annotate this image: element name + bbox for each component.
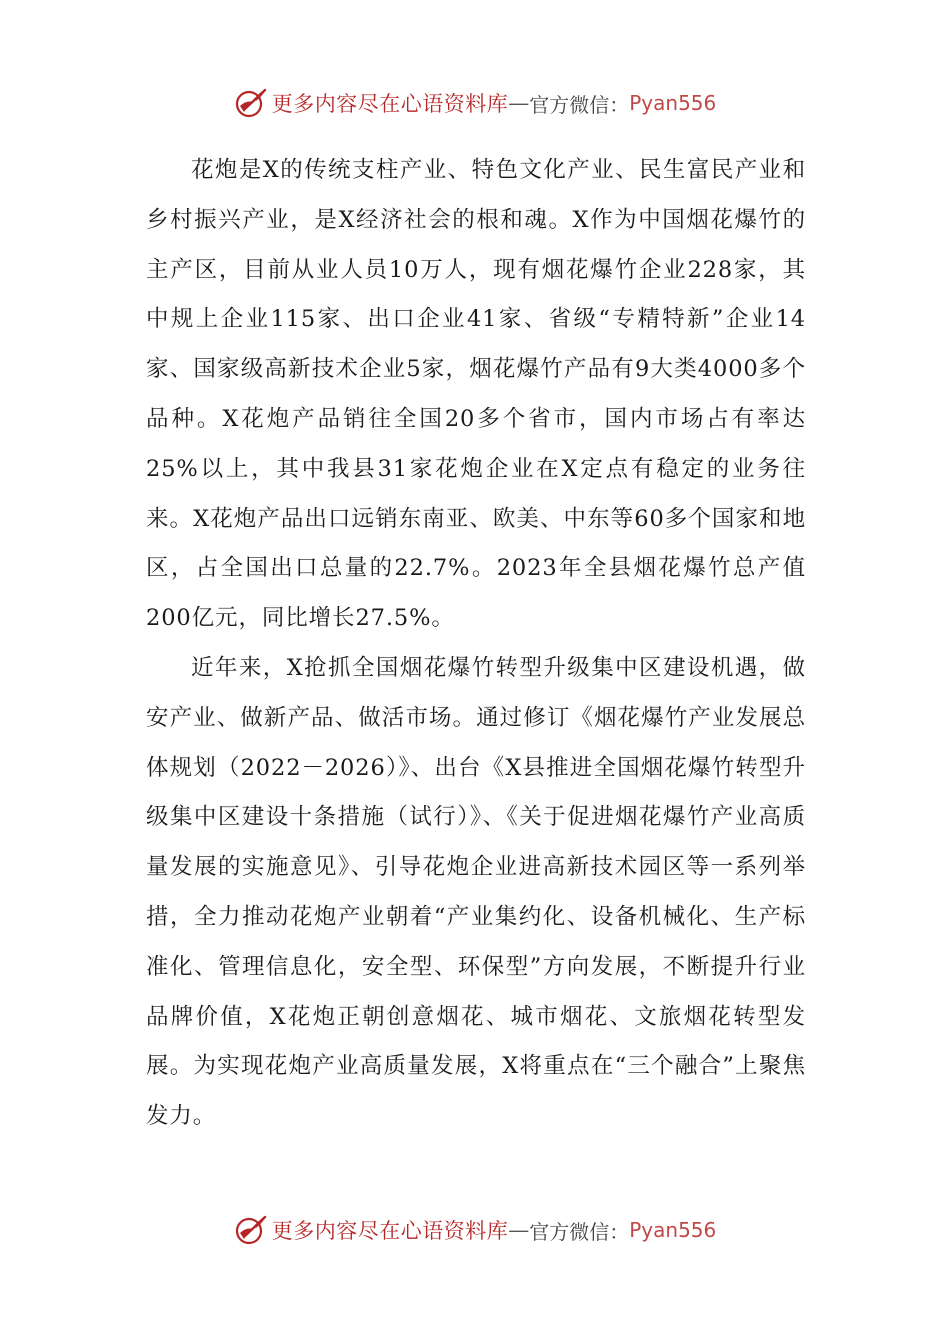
footer-separator: — xyxy=(508,1218,530,1242)
footer-banner xyxy=(0,1210,950,1250)
quill-logo-icon xyxy=(234,1213,268,1247)
header-separator: — xyxy=(508,91,530,115)
paragraph-1: 花炮是X的传统支柱产业、特色文化产业、民生富民产业和乡村振兴产业，是X经济社会的根和魂。X作为中国烟花爆竹的主产区，目前从业人员10万人，现有烟花爆竹企业228家，其中规上企业115家、出口企业41家、省级“专精特新”企业14家、国家级高新技术企业5家，烟花爆竹产品有9大类4000多个品种。X花炮产品销往全国20多个省市，国内市场占有率达25%以上，其中我县31家花炮企业在X定点有稳定的业务往来。X花炮产品出口远销东南亚、欧美、中东等60多个国家和地区，占全国出口总量的22.7%。2023年全县烟花爆竹总产值200亿元，同比增长27.5%。 xyxy=(146,157,806,632)
header-banner xyxy=(0,83,950,123)
document-body xyxy=(146,146,806,1142)
header-brand-text: 更多内容尽在心语资料库 xyxy=(271,92,509,116)
quill-logo-icon xyxy=(234,86,268,120)
header-wechat-label: 官方微信： xyxy=(529,92,630,117)
header-wechat-id: Pyan556 xyxy=(629,91,717,115)
footer-brand-text: 更多内容尽在心语资料库 xyxy=(271,1219,509,1243)
paragraph-2: 近年来，X抢抓全国烟花爆竹转型升级集中区建设机遇，做安产业、做新产品、做活市场。通过修订《烟花爆竹产业发展总体规划（2022－2026）》、出台《X县推进全国烟花爆竹转型升级集中区建设十条措施（试行）》、《关于促进烟花爆竹产业高质量发展的实施意见》、引导花炮企业进高新技术园区等一系列举措，全力推动花炮产业朝着“产业集约化、设备机械化、生产标准化、管理信息化，安全型、环保型”方向发展，不断提升行业品牌价值，X花炮正朝创意烟花、城市烟花、文旅烟花转型发展。为实现花炮产业高质量发展，X将重点在“三个融合”上聚焦发力。 xyxy=(146,654,806,1130)
footer-wechat-id: Pyan556 xyxy=(629,1218,717,1242)
footer-wechat-label: 官方微信： xyxy=(529,1219,630,1244)
